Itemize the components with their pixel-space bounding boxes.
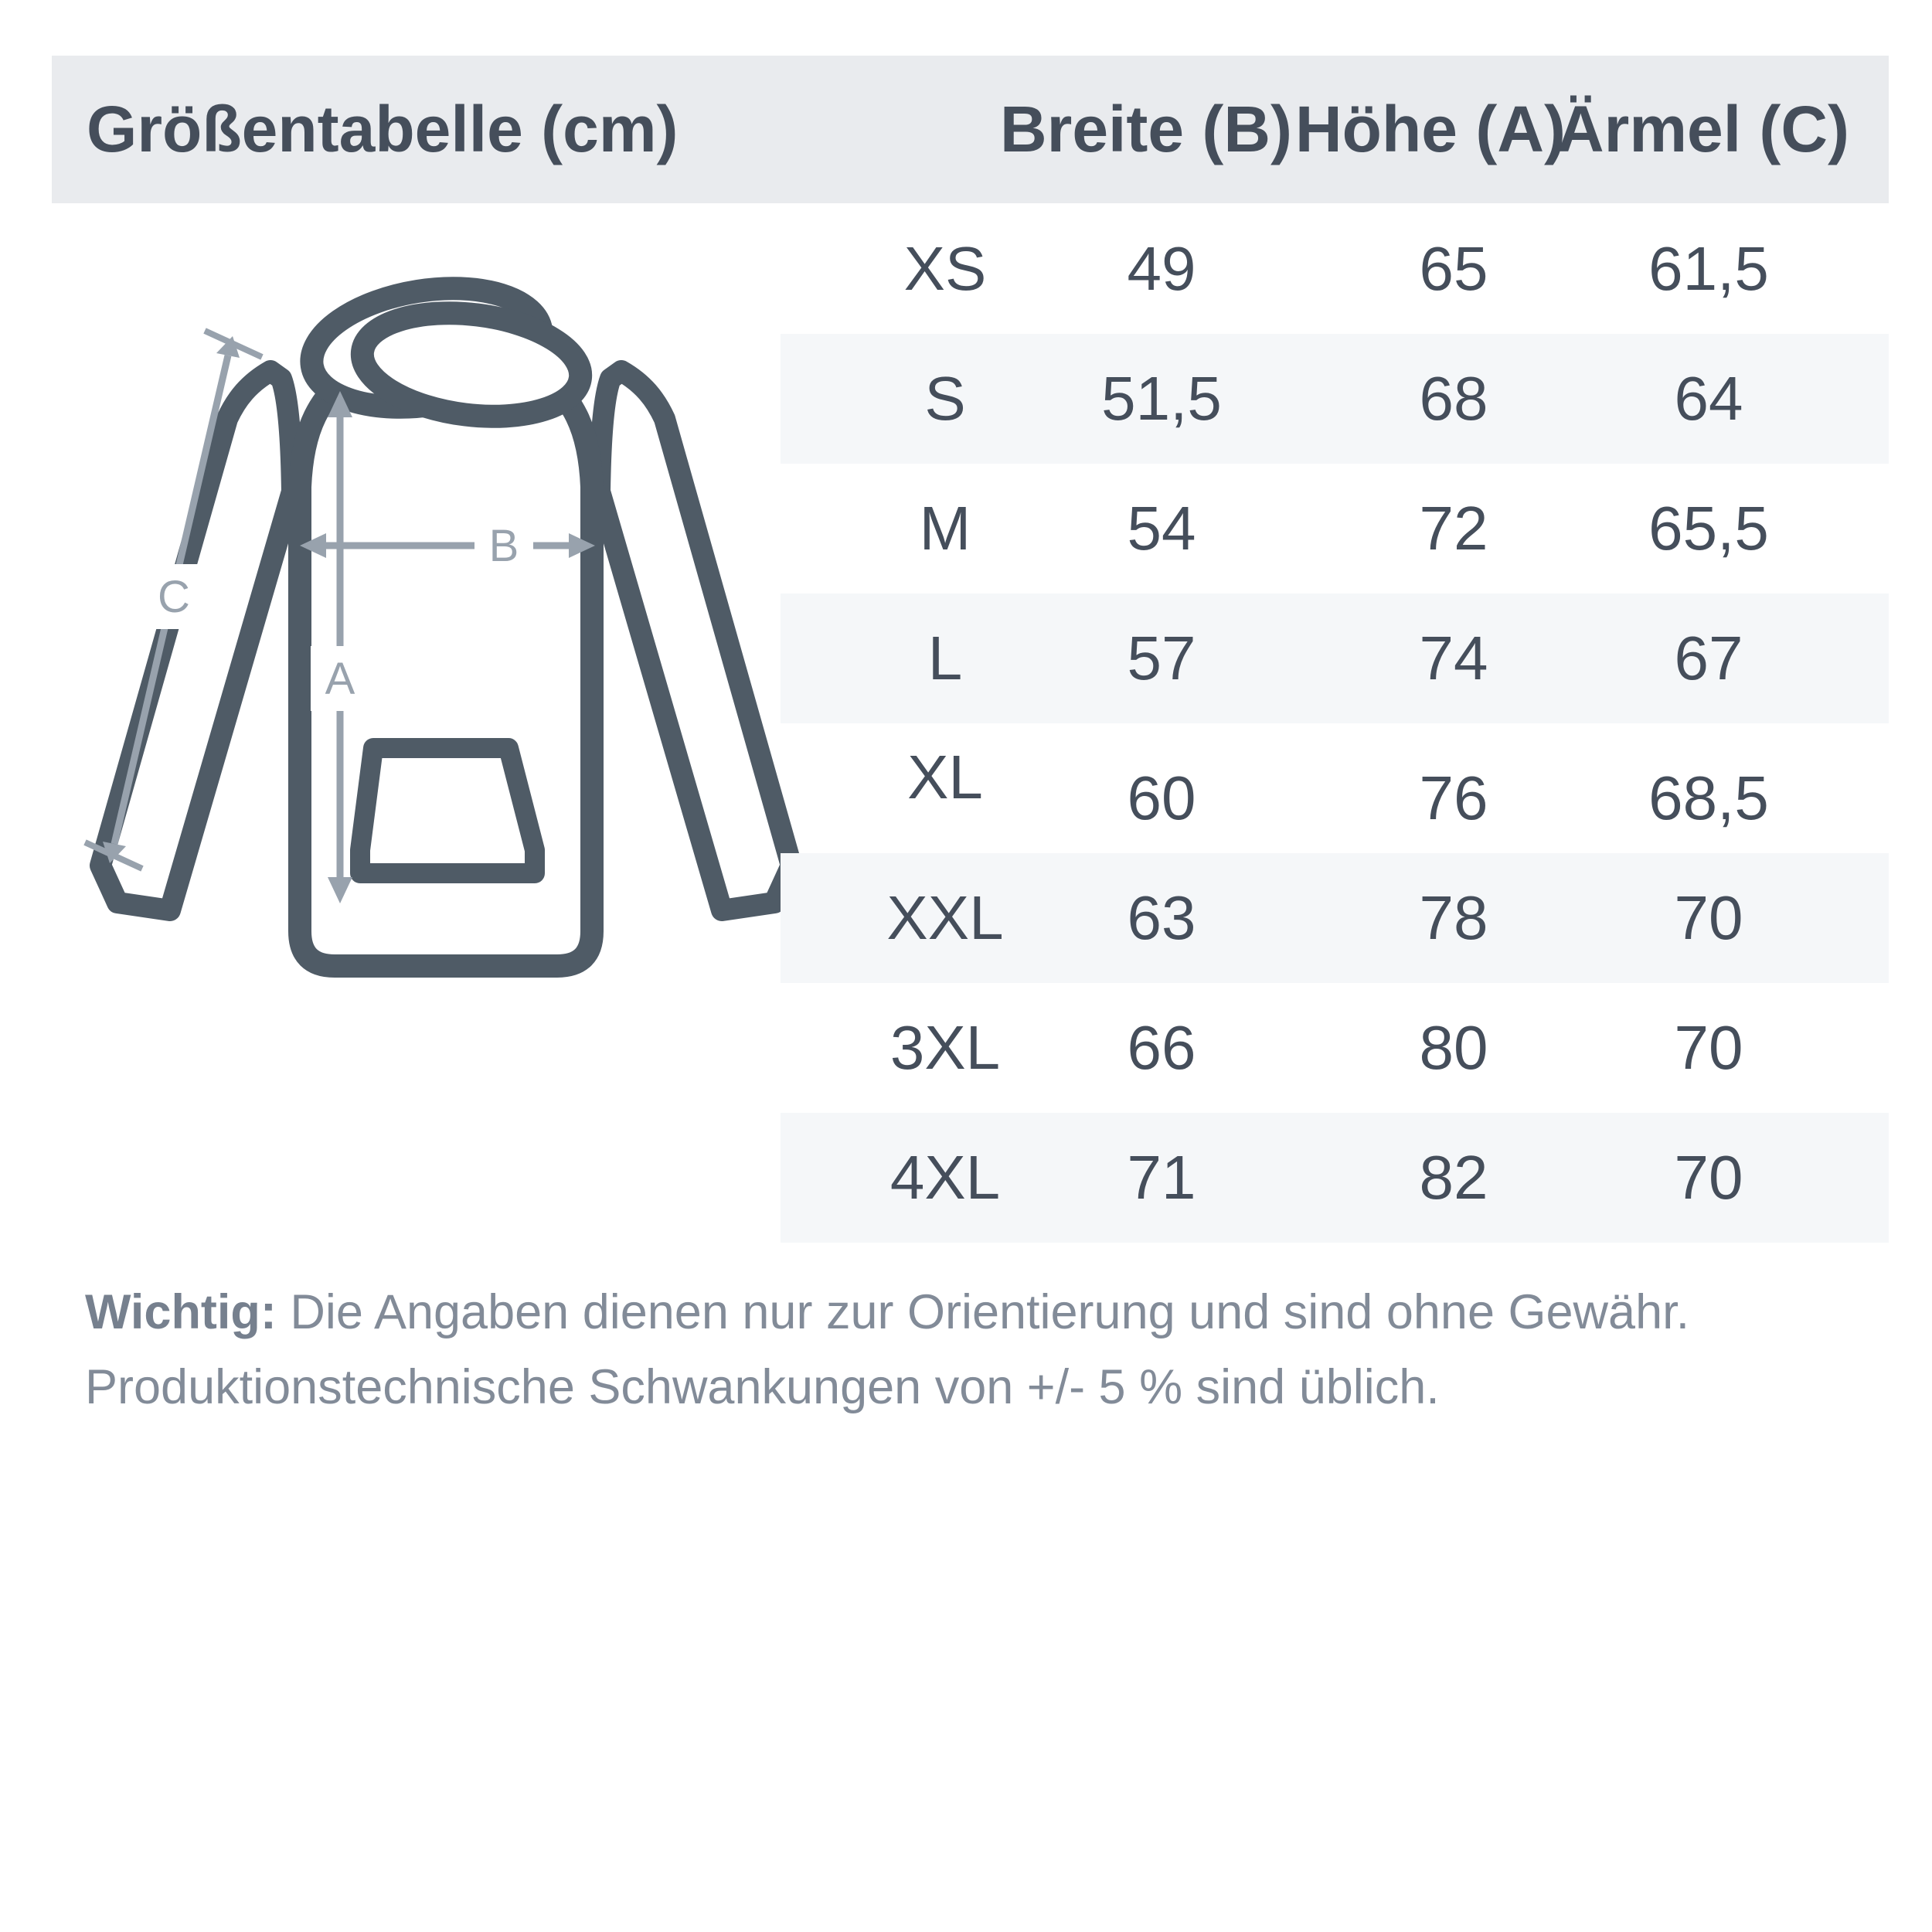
hoehe-value: 80 — [1419, 1013, 1488, 1082]
width-label: B — [488, 521, 519, 571]
hoehe-value: 68 — [1419, 364, 1488, 433]
size-label: XXL — [886, 883, 1004, 952]
table-row-3xl — [781, 983, 1889, 1113]
aermel-value: 68,5 — [1648, 764, 1769, 832]
breite-value: 57 — [1127, 624, 1196, 692]
table-row-xl — [781, 723, 1889, 853]
size-label: 3XL — [889, 1013, 1001, 1082]
hoodie-diagram — [62, 232, 804, 1005]
sleeve-label: C — [158, 572, 190, 622]
column-header-aermel: Ärmel (C) — [1556, 93, 1850, 165]
table-row-xxl — [781, 853, 1889, 983]
size-label: M — [919, 494, 971, 563]
left-sleeve-shape — [100, 371, 292, 910]
column-header-hoehe: Höhe (A) — [1295, 93, 1566, 165]
breite-value: 51,5 — [1101, 364, 1222, 433]
hoehe-value: 65 — [1419, 234, 1488, 303]
aermel-value: 70 — [1674, 1143, 1743, 1212]
hoehe-value: 72 — [1419, 494, 1488, 563]
size-label: 4XL — [889, 1143, 1001, 1212]
size-label: S — [924, 364, 966, 433]
size-label: L — [927, 624, 963, 692]
table-row-s — [781, 334, 1889, 464]
disclaimer-text-2: Produktionstechnische Schwankungen von +/- 5 % sind üblich. — [85, 1360, 1440, 1414]
pocket-shape — [360, 748, 535, 873]
disclaimer-note — [85, 1275, 1862, 1425]
column-header-breite: Breite (B) — [999, 93, 1293, 165]
breite-value: 63 — [1127, 883, 1196, 952]
height-label: A — [325, 654, 355, 704]
size-table — [781, 204, 1889, 1243]
table-row-m — [781, 464, 1889, 594]
breite-value: 71 — [1127, 1143, 1196, 1212]
hoehe-value: 82 — [1419, 1143, 1488, 1212]
aermel-value: 70 — [1674, 883, 1743, 952]
breite-value: 54 — [1127, 494, 1196, 563]
hoehe-value: 74 — [1419, 624, 1488, 692]
table-row-xs — [781, 204, 1889, 334]
aermel-value: 61,5 — [1648, 234, 1769, 303]
page-title: Größentabelle (cm) — [87, 93, 679, 165]
hoehe-value: 76 — [1419, 764, 1488, 832]
important-label: Wichtig: — [85, 1285, 277, 1339]
breite-value: 60 — [1127, 764, 1196, 832]
aermel-value: 65,5 — [1648, 494, 1769, 563]
aermel-value: 67 — [1674, 624, 1743, 692]
table-row-l — [781, 594, 1889, 723]
disclaimer-line-2 — [85, 1350, 1862, 1425]
size-label: XS — [903, 234, 987, 303]
aermel-value: 64 — [1674, 364, 1743, 433]
breite-value: 49 — [1127, 234, 1196, 303]
aermel-value: 70 — [1674, 1013, 1743, 1082]
hoehe-value: 78 — [1419, 883, 1488, 952]
size-label: XL — [907, 743, 983, 811]
disclaimer-text-1: Die Angaben dienen nur zur Orientierung und sind ohne Gewähr. — [276, 1285, 1690, 1339]
disclaimer-line-1 — [85, 1275, 1862, 1350]
breite-value: 66 — [1127, 1013, 1196, 1082]
table-row-4xl — [781, 1113, 1889, 1243]
right-sleeve-shape — [600, 371, 791, 910]
